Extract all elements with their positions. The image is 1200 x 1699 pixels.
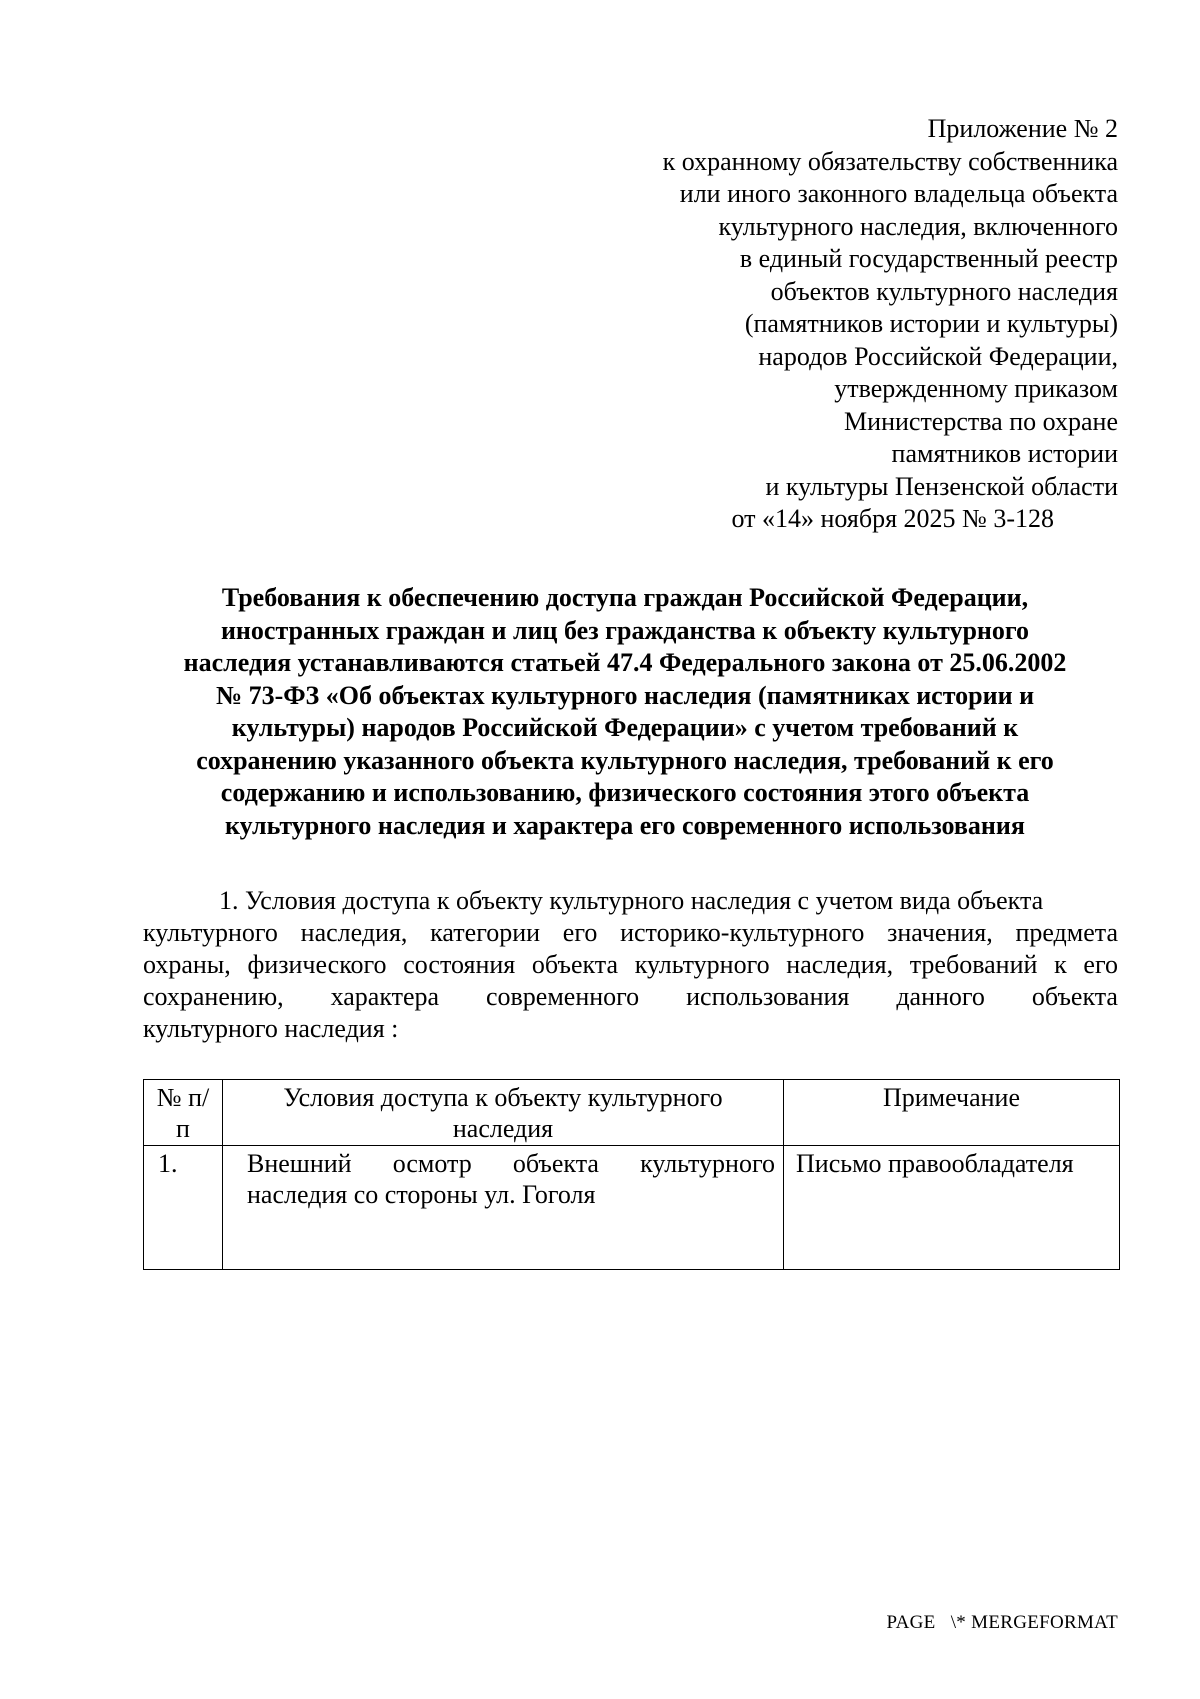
document-title xyxy=(130,582,1120,842)
appendix-line: утвержденному приказом xyxy=(834,374,1118,403)
appendix-line: или иного законного владельца объекта xyxy=(679,179,1118,208)
paragraph-word: использования xyxy=(686,982,850,1011)
appendix-line: и культуры Пензенской области xyxy=(765,471,1118,501)
title-line: наследия устанавливаются статьей 47.4 Федерального закона от 25.06.2002 xyxy=(183,648,1067,677)
title-line: содержанию и использованию, физического состояния этого объекта xyxy=(220,778,1030,807)
appendix-line: к охранному обязательству собственника xyxy=(662,146,1118,176)
appendix-line: Приложение № 2 xyxy=(927,114,1118,143)
header-number: № п/п xyxy=(144,1080,223,1146)
paragraph-word: сохранению, xyxy=(143,982,284,1011)
appendix-line: Министерства по охране xyxy=(844,406,1118,436)
title-line: Требования к обеспечению доступа граждан Российской Федерации, xyxy=(221,583,1029,612)
access-conditions-table xyxy=(143,1079,1120,1270)
appendix-line: памятников истории xyxy=(891,439,1118,468)
title-line: иностранных граждан и лиц без гражданства к объекту культурного xyxy=(220,615,1030,645)
title-line: № 73-ФЗ «Об объектах культурного наследия (памятниках истории и xyxy=(215,680,1035,710)
access-conditions-paragraph xyxy=(143,885,1118,1045)
cell-conditions: Внешний осмотр объекта культурного наследия со стороны ул. Гоголя xyxy=(223,1146,784,1270)
header-note: Примечание xyxy=(784,1080,1120,1146)
paragraph-line: культурного наследия : xyxy=(143,1014,399,1043)
paragraph-line: 1. Условия доступа к объекту культурного наследия с учетом вида объекта xyxy=(219,886,1044,915)
appendix-line: в единый государственный реестр xyxy=(739,244,1118,273)
paragraph-word: данного xyxy=(896,982,985,1011)
page-footer-field: PAGE \* MERGEFORMAT xyxy=(886,1612,1118,1633)
cell-number: 1. xyxy=(144,1146,223,1270)
table-header-row xyxy=(144,1080,1120,1146)
appendix-line: культурного наследия, включенного xyxy=(718,211,1118,241)
title-line: культуры) народов Российской Федерации» с учетом требований к xyxy=(231,713,1019,742)
paragraph-line: охраны, физического состояния объекта культурного наследия, требований к его xyxy=(143,950,1118,979)
paragraph-line-justified xyxy=(143,981,1118,1013)
title-line: сохранению указанного объекта культурного наследия, требований к его xyxy=(196,745,1054,775)
paragraph-word: современного xyxy=(485,982,640,1011)
title-line: культурного наследия и характера его современного использования xyxy=(225,810,1025,840)
appendix-line: народов Российской Федерации, xyxy=(758,341,1118,371)
appendix-line: объектов культурного наследия xyxy=(770,276,1118,306)
header-conditions: Условия доступа к объекту культурного наследия xyxy=(223,1080,784,1146)
table-row xyxy=(144,1146,1120,1270)
paragraph-word: характера xyxy=(330,982,440,1011)
cell-note: Письмо правообладателя xyxy=(784,1146,1120,1270)
paragraph-word: объекта xyxy=(1031,982,1118,1011)
paragraph-line: культурного наследия, категории его историко-культурного значения, предмета xyxy=(143,918,1118,947)
order-date-line: от «14» ноября 2025 № 3-128 xyxy=(731,504,1054,533)
appendix-line: (памятников истории и культуры) xyxy=(744,309,1118,338)
appendix-header xyxy=(558,113,1118,536)
